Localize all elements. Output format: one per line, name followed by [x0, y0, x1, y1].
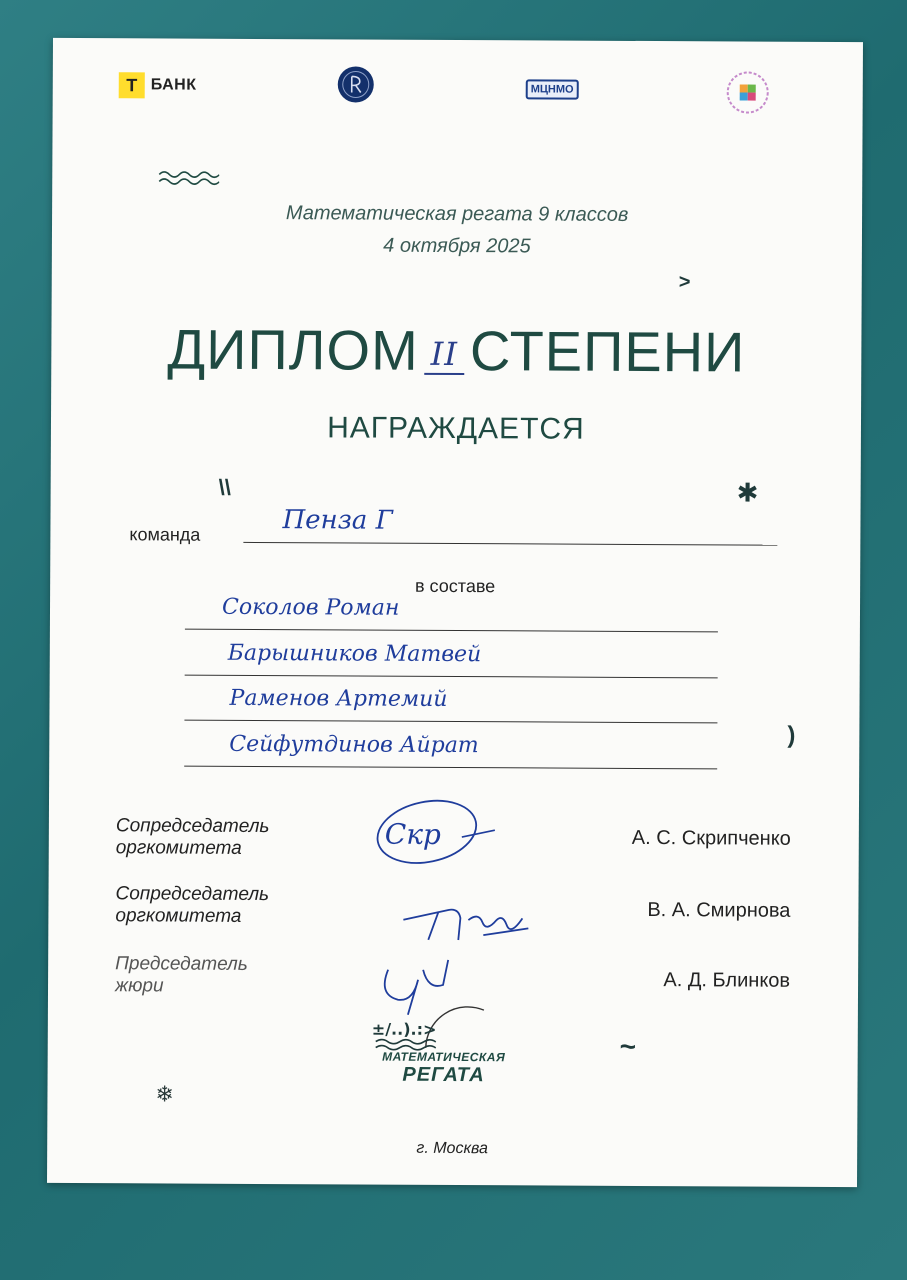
- member-line: [185, 629, 718, 633]
- diploma-degree: II: [425, 335, 464, 375]
- member-line: [185, 675, 718, 679]
- tbank-logo: [119, 72, 197, 98]
- team-name: Пенза Г: [282, 505, 393, 536]
- diploma-title: [51, 316, 861, 385]
- signatory-role: [115, 953, 248, 998]
- hse-logo-emblem: [338, 66, 374, 102]
- member-name: Раменов Артемий: [229, 685, 448, 712]
- signatory-role: [115, 883, 269, 928]
- tilde-icon: ~: [619, 1030, 637, 1062]
- member-line: [184, 720, 717, 724]
- signatory-name: А. Д. Блинков: [663, 969, 791, 992]
- snowflake-icon: ❄: [155, 1081, 174, 1107]
- member-name: Барышников Матвей: [227, 640, 482, 668]
- regata-ship-icon: [366, 990, 496, 1053]
- event-date: 4 октября 2025: [383, 234, 531, 258]
- member-name: Соколов Роман: [221, 594, 400, 621]
- regata-logo: [366, 1050, 522, 1088]
- svg-text:±/..).:>: ±/..).:>: [371, 1019, 437, 1039]
- member-name: Сейфутдинов Айрат: [229, 731, 479, 759]
- diploma-title-left: ДИПЛОМ: [167, 317, 419, 382]
- city: г. Москва: [416, 1139, 488, 1158]
- member-line: [184, 766, 717, 770]
- role-line: Сопредседатель: [115, 883, 270, 906]
- wave-decoration-icon: [157, 168, 219, 186]
- team-line: [243, 542, 777, 546]
- tbank-logo-text: БАНК: [150, 76, 197, 94]
- signatory-role: [116, 815, 270, 860]
- signature-scribble: [367, 792, 497, 873]
- role-line: Сопредседатель: [115, 815, 270, 838]
- event-title: Математическая регата 9 классов: [285, 202, 629, 226]
- role-line: жюри: [114, 975, 164, 997]
- team-label: команда: [129, 524, 201, 545]
- role-line: оргкомитета: [115, 905, 242, 927]
- parenthesis-icon: ): [787, 721, 796, 749]
- tbank-logo-mark: Т: [119, 72, 145, 98]
- chevron-right-icon: >: [678, 271, 691, 294]
- hse-logo: [338, 66, 374, 102]
- awarded-heading: НАГРАЖДАЕТСЯ: [327, 411, 585, 446]
- mcnmo-logo: МЦНМО: [526, 79, 579, 99]
- role-line: оргкомитета: [115, 837, 242, 859]
- asterisk-icon: ✱: [736, 477, 759, 508]
- regata-logo-line1: МАТЕМАТИЧЕСКАЯ: [382, 1049, 506, 1065]
- signatory-name: В. А. Смирнова: [647, 899, 791, 922]
- double-slash-icon: \\: [218, 474, 231, 500]
- signatory-name: А. С. Скрипченко: [631, 826, 791, 850]
- signature: Скр: [384, 817, 442, 851]
- role-line: Председатель: [115, 953, 248, 975]
- regata-logo-line2: РЕГАТА: [402, 1063, 485, 1087]
- pedagogical-center-logo: [725, 69, 771, 115]
- diploma-sheet: [47, 38, 863, 1187]
- members-label: в составе: [414, 575, 496, 597]
- diploma-title-right: СТЕПЕНИ: [469, 319, 746, 384]
